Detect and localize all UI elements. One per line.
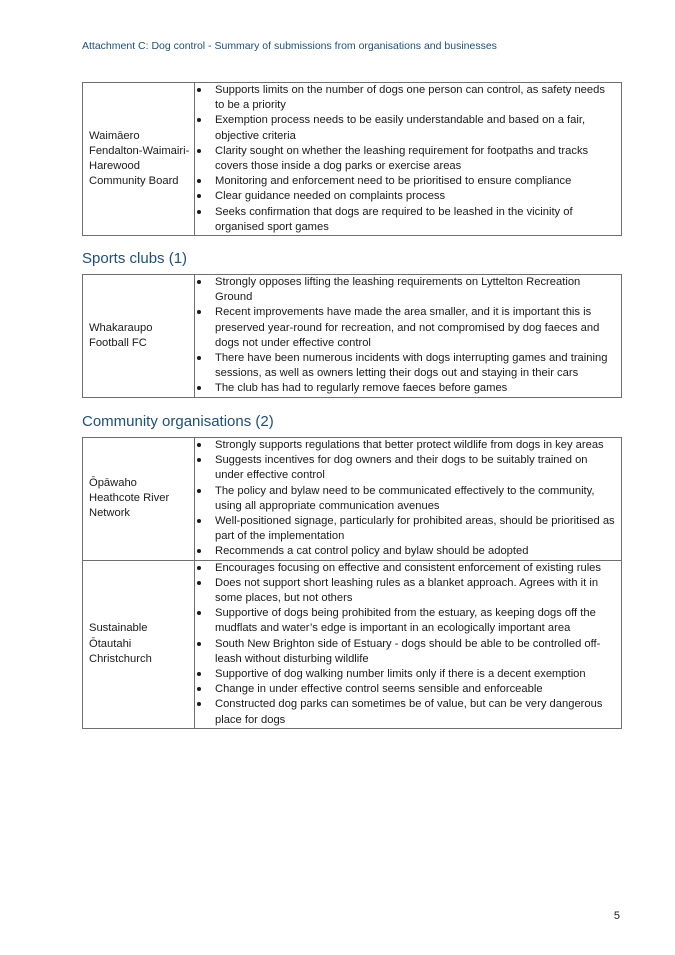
community-organisations-table <box>82 437 622 729</box>
list-item: Does not support short leashing rules as a blanket approach. Agrees with it in some places, but not others <box>195 576 615 606</box>
sports-clubs-table <box>82 274 622 398</box>
page-number: 5 <box>613 910 620 922</box>
list-item: Constructed dog parks can sometimes be of value, but can be very dangerous place for dogs <box>195 697 615 727</box>
list-item: Exemption process needs to be easily understandable and based on a fair, objective criteria <box>195 113 615 143</box>
table-row <box>83 438 622 561</box>
list-item: Strongly opposes lifting the leashing requirements on Lyttelton Recreation Ground <box>195 275 615 305</box>
list-item: Supports limits on the number of dogs one person can control, as safety needs to be a priority <box>195 83 615 113</box>
list-item: Well-positioned signage, particularly for prohibited areas, should be prioritised as part of the implementation <box>195 514 615 544</box>
community-board-section <box>82 82 622 236</box>
submission-points <box>195 438 622 561</box>
section-heading: Community organisations (2) <box>82 413 274 430</box>
submission-points <box>195 275 622 398</box>
submission-points <box>195 83 622 236</box>
list-item: Seeks confirmation that dogs are required to be leashed in the vicinity of organised sport games <box>195 205 615 235</box>
list-item: Strongly supports regulations that better protect wildlife from dogs in key areas <box>195 438 615 453</box>
list-item: The club has had to regularly remove faeces before games <box>195 381 615 396</box>
list-item: Suggests incentives for dog owners and their dogs to be suitably trained on under effective control <box>195 453 615 483</box>
organisation-name: Ōpāwaho Heathcote River Network <box>83 438 195 561</box>
table-row <box>83 275 622 398</box>
submission-points <box>195 560 622 728</box>
table-row <box>83 560 622 728</box>
list-item: Recommends a cat control policy and bylaw should be adopted <box>195 544 615 559</box>
organisation-name: Waimāero Fendalton-Waimairi-Harewood Community Board <box>83 83 195 236</box>
list-item: Clarity sought on whether the leashing requirement for footpaths and tracks covers those inside a dog parks or exercise areas <box>195 144 615 174</box>
community-board-table <box>82 82 622 236</box>
list-item: Supportive of dog walking number limits only if there is a decent exemption <box>195 667 615 682</box>
list-item: The policy and bylaw need to be communicated effectively to the community, using all appropriate communication avenues <box>195 484 615 514</box>
list-item: There have been numerous incidents with dogs interrupting games and training sessions, as well as owners letting their dogs out and staying in their cars <box>195 351 615 381</box>
list-item: Recent improvements have made the area smaller, and it is important this is preserved year-round for recreation, and not compromised by dog faeces and dogs not under effective control <box>195 305 615 351</box>
sports-clubs-section <box>82 250 622 398</box>
list-item: Monitoring and enforcement need to be prioritised to ensure compliance <box>195 174 615 189</box>
table-row <box>83 83 622 236</box>
organisation-name: Sustainable Ōtautahi Christchurch <box>83 560 195 728</box>
list-item: Encourages focusing on effective and consistent enforcement of existing rules <box>195 561 615 576</box>
list-item: Clear guidance needed on complaints process <box>195 189 615 204</box>
document-header: Attachment C: Dog control - Summary of submissions from organisations and businesses <box>82 40 497 52</box>
section-heading: Sports clubs (1) <box>82 250 188 267</box>
list-item: Change in under effective control seems sensible and enforceable <box>195 682 615 697</box>
list-item: South New Brighton side of Estuary - dogs should be able to be controlled off-leash without disturbing wildlife <box>195 637 615 667</box>
organisation-name: Whakaraupo Football FC <box>83 275 195 398</box>
community-organisations-section <box>82 413 622 729</box>
list-item: Supportive of dogs being prohibited from the estuary, as keeping dogs off the mudflats and water’s edge is important in an ecologically important area <box>195 606 615 636</box>
